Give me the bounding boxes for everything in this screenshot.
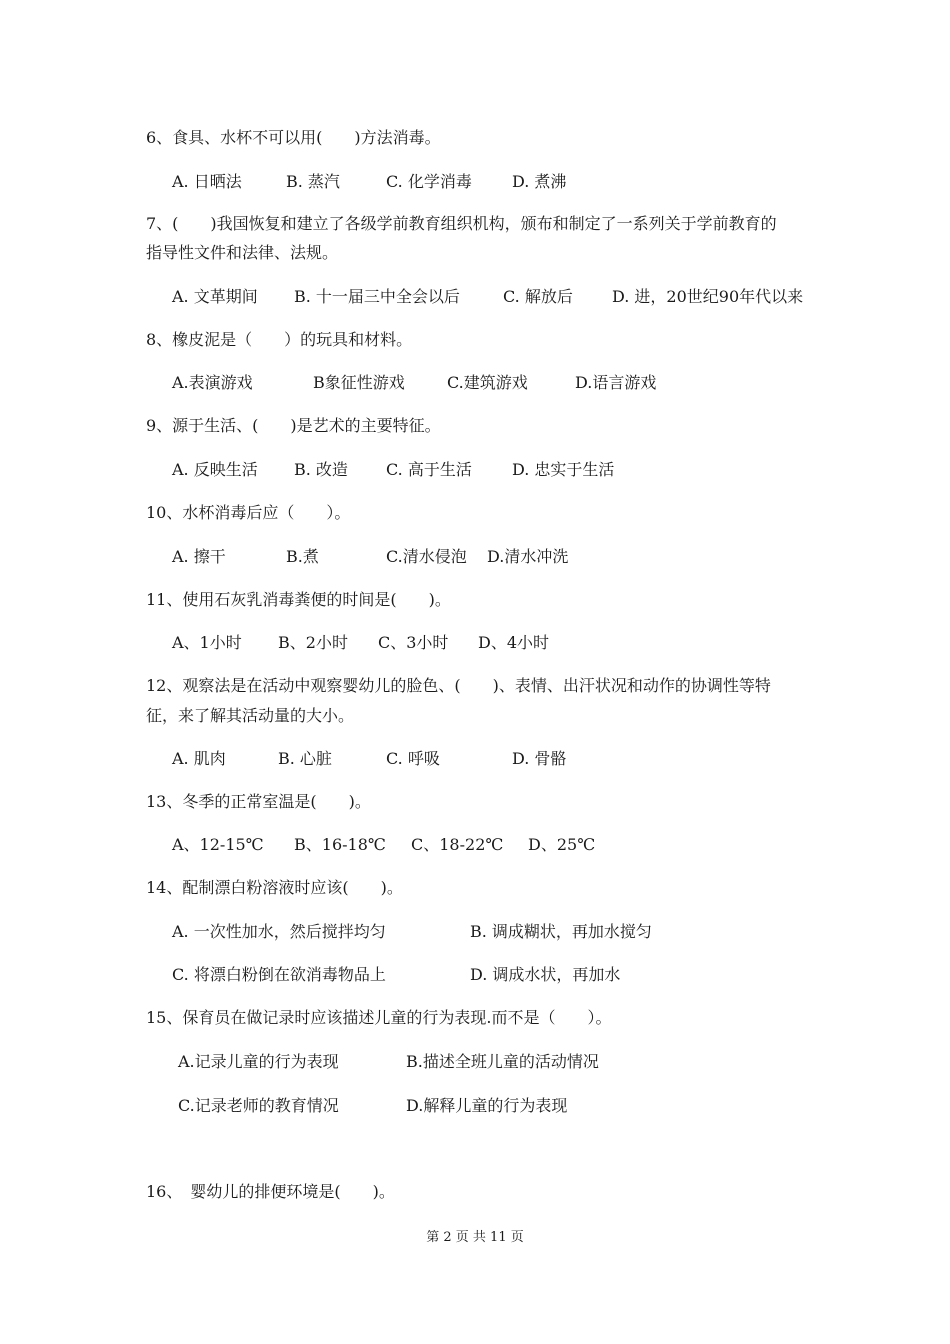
question-13-option-d: D、25℃ [528, 835, 596, 854]
question-12-option-c: C. 呼吸 [386, 749, 440, 768]
question-13-text: 13、冬季的正常室温是( )。 [146, 792, 371, 811]
question-11-text: 11、使用石灰乳消毒粪便的时间是( )。 [146, 590, 451, 609]
question-9-option-b: B. 改造 [294, 460, 348, 479]
question-9-option-a: A. 反映生活 [172, 460, 258, 479]
question-15-text: 15、保育员在做记录时应该描述儿童的行为表现.而不是（ ）。 [146, 1008, 612, 1027]
question-8-option-b: B象征性游戏 [313, 373, 405, 392]
question-11-option-d: D、4小时 [478, 633, 550, 652]
question-6-option-c: C. 化学消毒 [386, 172, 472, 191]
question-14-option-a: A. 一次性加水，然后搅拌均匀 [172, 922, 386, 941]
question-14-option-d: D. 调成水状，再加水 [470, 965, 621, 984]
question-12-text-cont: 征，来了解其活动量的大小。 [146, 706, 355, 725]
question-12-option-d: D. 骨骼 [512, 749, 567, 768]
question-10-option-d: D.清水冲洗 [487, 547, 569, 566]
question-7-option-b: B. 十一届三中全会以后 [294, 287, 460, 306]
question-11-option-a: A、1小时 [172, 633, 242, 652]
question-6-option-d: D. 煮沸 [512, 172, 567, 191]
question-15-option-d: D.解释儿童的行为表现 [406, 1096, 568, 1115]
question-8-option-c: C.建筑游戏 [447, 373, 528, 392]
question-7-option-a: A. 文革期间 [172, 287, 258, 306]
question-7-text: 7、( )我国恢复和建立了各级学前教育组织机构，颁布和制定了一系列关于学前教育的 [146, 214, 777, 233]
question-12-option-b: B. 心脏 [278, 749, 332, 768]
question-13-option-a: A、12-15℃ [172, 835, 264, 854]
question-8-option-a: A.表演游戏 [172, 373, 253, 392]
question-10-text: 10、水杯消毒后应（ ）。 [146, 503, 351, 522]
question-9-text: 9、源于生活、( )是艺术的主要特征。 [146, 416, 441, 435]
question-6-option-a: A. 日晒法 [172, 172, 242, 191]
question-8-text: 8、橡皮泥是（ ）的玩具和材料。 [146, 330, 413, 349]
question-10-option-a: A. 擦干 [172, 547, 226, 566]
page-number-footer: 第 2 页 共 11 页 [426, 1230, 524, 1245]
question-7-text-cont: 指导性文件和法律、法规。 [146, 243, 339, 262]
question-11-option-b: B、2小时 [278, 633, 348, 652]
question-8-option-d: D.语言游戏 [575, 373, 657, 392]
question-9-option-c: C. 高于生活 [386, 460, 472, 479]
question-11-option-c: C、3小时 [378, 633, 449, 652]
question-13-option-b: B、16-18℃ [294, 835, 386, 854]
question-10-option-c: C.清水侵泡 [386, 547, 467, 566]
question-15-option-b: B.描述全班儿童的活动情况 [406, 1052, 599, 1071]
question-12-option-a: A. 肌肉 [172, 749, 226, 768]
question-13-option-c: C、18-22℃ [411, 835, 504, 854]
question-15-option-c: C.记录老师的教育情况 [178, 1096, 339, 1115]
question-7-option-d: D. 进，20世纪90年代以来 [612, 287, 804, 306]
question-6-option-b: B. 蒸汽 [286, 172, 340, 191]
question-6-text: 6、食具、水杯不可以用( )方法消毒。 [146, 128, 441, 147]
question-12-text: 12、观察法是在活动中观察婴幼儿的脸色、( )、表情、出汗状况和动作的协调性等特 [146, 676, 771, 695]
question-16-text: 16、 婴幼儿的排便环境是( )。 [146, 1182, 395, 1201]
question-9-option-d: D. 忠实于生活 [512, 460, 615, 479]
question-14-option-c: C. 将漂白粉倒在欲消毒物品上 [172, 965, 386, 984]
question-10-option-b: B.煮 [286, 547, 319, 566]
question-14-text: 14、配制漂白粉溶液时应该( )。 [146, 878, 403, 897]
question-15-option-a: A.记录儿童的行为表现 [178, 1052, 339, 1071]
question-14-option-b: B. 调成糊状，再加水搅匀 [470, 922, 652, 941]
question-7-option-c: C. 解放后 [503, 287, 573, 306]
